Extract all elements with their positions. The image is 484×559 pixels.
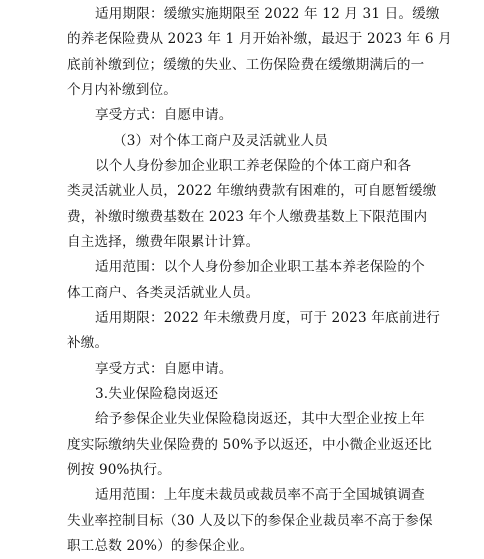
text-line-14: 补缴。	[67, 335, 109, 351]
text-line-10: 自主选择，缴费年限累计计算。	[67, 234, 260, 250]
text-line-20: 适用范围：上年度未裁员或裁员率不高于全国城镇调查	[95, 487, 425, 503]
text-line-5: 享受方式：自愿申请。	[95, 107, 233, 123]
text-line-22: 职工总数 20%）的参保企业。	[67, 538, 254, 554]
text-line-18: 度实际缴纳失业保险费的 50%予以返还，中小微企业返还比	[67, 437, 432, 453]
text-line-3: 底前补缴到位；缓缴的失业、工伤保险费在缓缴期满后的一	[67, 57, 425, 73]
text-line-8: 类灵活就业人员，2022 年缴纳费款有困难的，可自愿暂缓缴	[67, 183, 437, 199]
section-heading-unemployment: 3.失业保险稳岗返还	[95, 386, 219, 402]
text-line-19: 例按 90%执行。	[67, 462, 171, 478]
section-heading-3: （3）对个体工商户及灵活就业人员	[113, 133, 328, 149]
text-line-17: 给予参保企业失业保险稳岗返还，其中大型企业按上年	[95, 411, 425, 427]
text-line-9: 费，补缴时缴费基数在 2023 年个人缴费基数上下限范围内	[67, 209, 428, 225]
text-line-15: 享受方式：自愿申请。	[95, 361, 233, 377]
text-line-4: 个月内补缴到位。	[67, 82, 177, 98]
text-line-2: 的养老保险费从 2023 年 1 月开始补缴，最迟于 2023 年 6 月	[67, 31, 452, 47]
text-line-7: 以个人身份参加企业职工养老保险的个体工商户和各	[95, 158, 412, 174]
text-line-12: 体工商户、各类灵活就业人员。	[67, 285, 260, 301]
text-line-21: 失业率控制目标（30 人及以下的参保企业裁员率不高于参保	[67, 513, 433, 529]
text-line-1: 适用期限：缓缴实施期限至 2022 年 12 月 31 日。缓缴	[95, 6, 440, 22]
text-line-11: 适用范围：以个人身份参加企业职工基本养老保险的个	[95, 259, 425, 275]
text-line-13: 适用期限：2022 年未缴费月度，可于 2023 年底前进行	[95, 310, 440, 326]
